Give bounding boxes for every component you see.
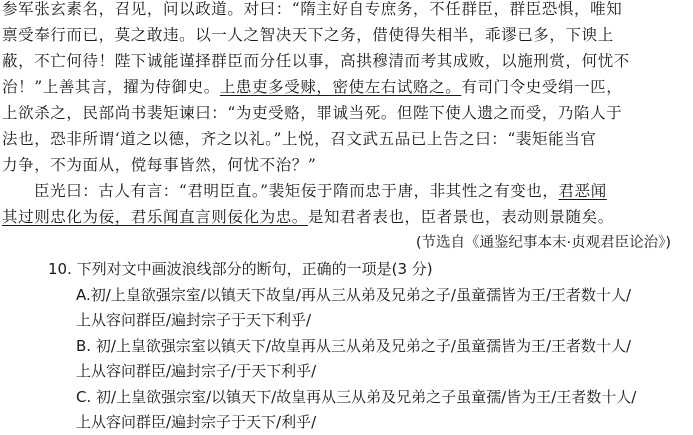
passage-line-4-end: 有司门令史受绢一匹， [461,78,623,96]
passage-line-9 [2,204,614,230]
underlined-sentence-1: 上患吏多受赇，密使左右试赂之。 [219,78,462,96]
passage-line-5: 上欲杀之，民部尚书裴矩谏曰：“为吏受赂，罪诚当死。但陛下使人遗之而受，乃陷人于 [2,104,623,122]
passage-line-7: 力争，不为面从，傥每事皆然，何忧不治？” [2,156,317,174]
passage-line-8 [34,178,607,204]
passage-line-3: 蔽，不亡何待！陛下诚能谨择群臣而分任以事，高拱穆清而考其成败，以施刑赏，何忧不 [2,52,630,70]
option-c-line-1: C. 初/上皇欲强宗室/以镇天下/故皇再从三从弟及兄弟之子虽童孺/皆为王/王者数十人/ [76,388,637,406]
passage-line-4-start: 治！”上善其言，擢为侍御史。 [2,78,220,96]
passage-line-9-end: 是知君者表也，臣者景也，表动则景随矣。 [307,208,614,226]
option-b-line-2: 上从容问群臣/遍封宗子/于天下利乎/ [76,362,317,380]
option-a-line-1: A.初/上皇欲强宗室/以镇天下故皇/再从三从弟及兄弟之子/虽童孺皆为王/王者数十人/ [76,286,632,304]
option-a-line-2: 上从容问群臣/遍封宗子于天下利乎/ [76,311,312,329]
option-b-line-1: B. 初/上皇欲强宗室以镇天下/故皇再从三从弟及兄弟之子/虽童孺皆为王/王者数十人/ [76,337,632,355]
underlined-sentence-2-part-2: 其过则忠化为佞，君乐闻直言则佞化为忠。 [2,208,308,226]
passage-line-4 [2,74,622,100]
underlined-sentence-2-part-1: 君恶闻 [558,182,607,200]
option-c-line-2: 上从容问群臣/遍封宗子于天下/利乎/ [76,413,317,431]
passage-line-2: 禀受奉行而已，莫之敢违。以一人之智决天下之务，借使得失相半，乖谬已多，下谀上 [2,26,614,44]
question-stem: 10. 下列对文中画波浪线部分的断句，正确的一项是(3 分) [48,260,433,278]
source-citation: (节选自《通鉴纪事本末·贞观君臣论治》) [415,235,671,251]
passage-line-6: 法也，恐非所谓‘道之以德，齐之以礼。”上悦，召文武五品已上告之曰：“裴矩能当官 [2,130,597,148]
passage-line-1: 参军张玄素名，召见，问以政道。对曰：“隋主好自专庶务，不任群臣，群臣恐惧，唯知 [2,0,623,18]
passage-line-8-start: 臣光曰：古人有言：“君明臣直。”裴矩佞于隋而忠于唐，非其性之有变也， [34,182,559,200]
